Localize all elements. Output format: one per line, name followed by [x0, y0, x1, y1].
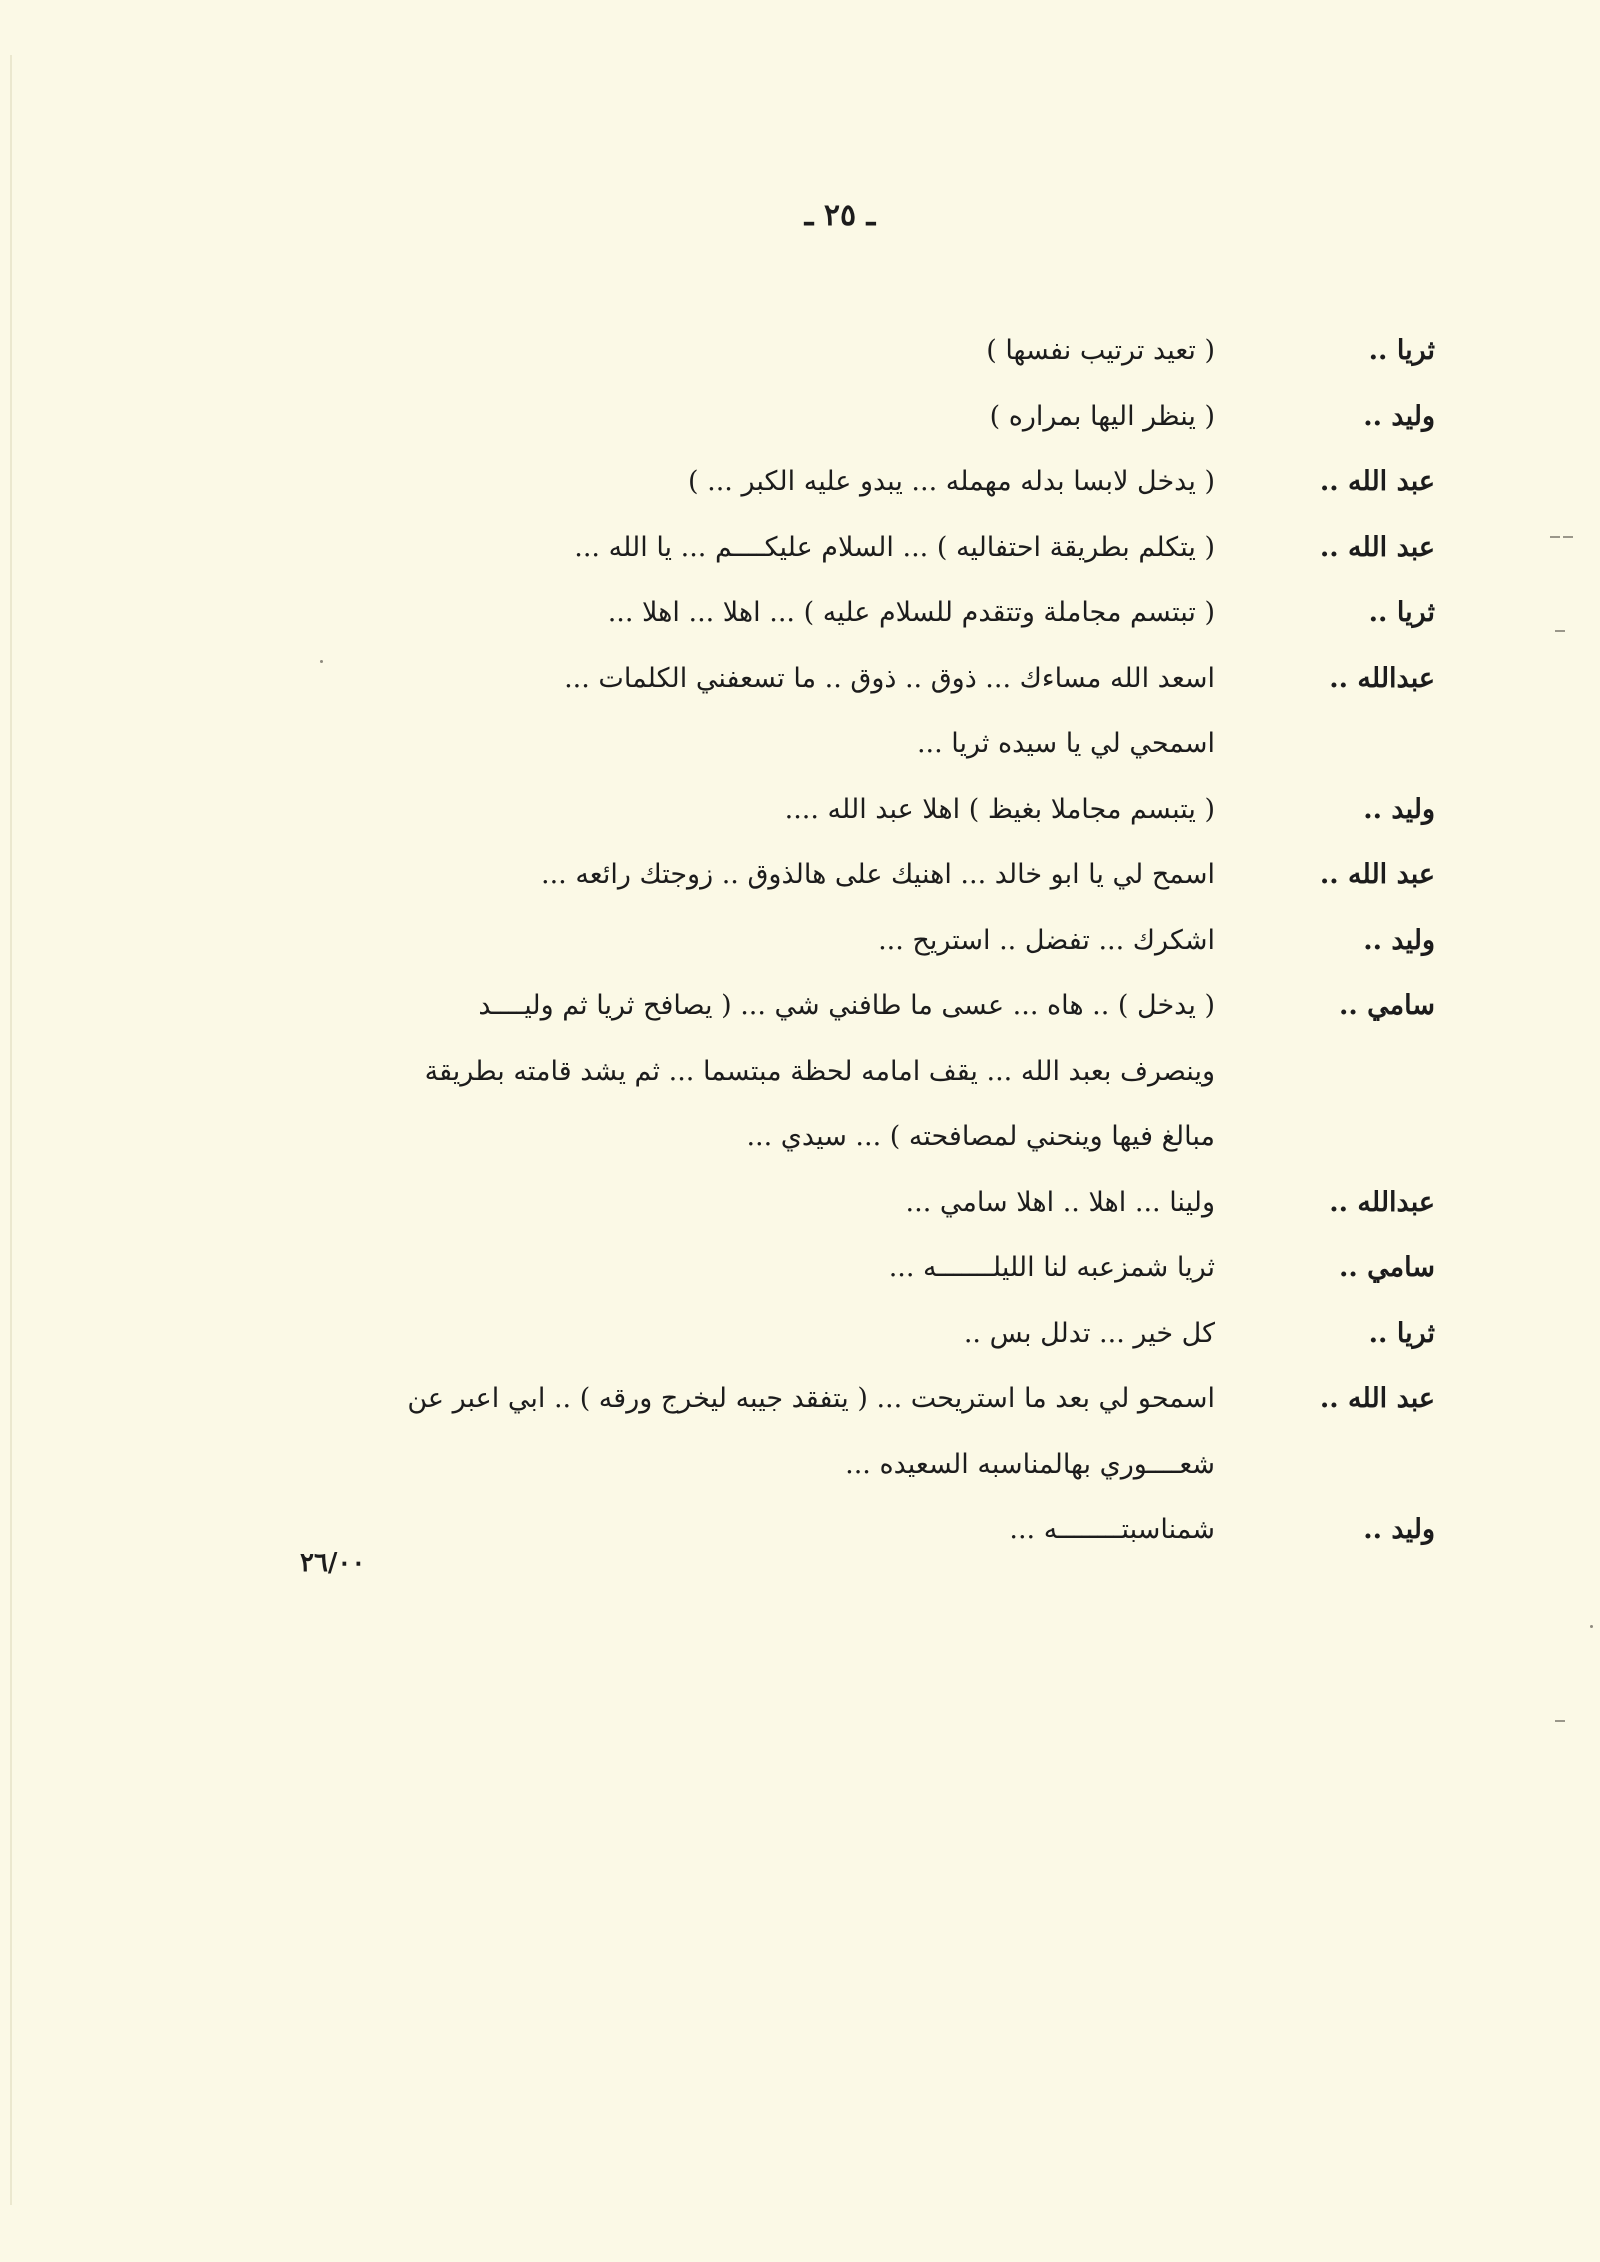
dialogue-line	[215, 580, 1455, 646]
dialogue-text: ( يتكلم بطريقة احتفاليه ) ... السلام عليكــــم ... يا الله ...	[574, 531, 1215, 563]
dialogue-line	[215, 777, 1455, 843]
dialogue-line	[215, 1432, 1455, 1498]
page-number: ـ ٢٥ ـ	[804, 198, 876, 233]
margin-dot	[320, 660, 323, 663]
dialogue-text: اسمحي لي يا سيده ثريا ...	[916, 728, 1215, 760]
dialogue-line	[215, 711, 1455, 777]
speaker-name: عبدالله ..	[1329, 662, 1435, 694]
dialogue-line	[215, 1301, 1455, 1367]
dialogue-text: ثريا شمزعبه لنا الليلـــــــه ...	[888, 1252, 1215, 1284]
dialogue-text: اشكرك ... تفضل .. استريح ...	[878, 924, 1215, 956]
dialogue-text: ( ينظر اليها بمراره )	[989, 400, 1215, 432]
dialogue-text: اسمحو لي بعد ما استريحت ... ( يتفقد جيبه ليخرج ورقه ) .. ابي اعبر عن	[407, 1383, 1215, 1415]
dialogue-line	[215, 1170, 1455, 1236]
speaker-name: عبد الله ..	[1319, 466, 1435, 498]
speaker-name: ثريا ..	[1368, 597, 1435, 629]
dialogue-line	[215, 1366, 1455, 1432]
speaker-name: عبد الله ..	[1319, 859, 1435, 891]
dialogue-text: ( تبتسم مجاملة وتتقدم للسلام عليه ) ... اهلا ... اهلا ...	[607, 597, 1215, 629]
dialogue-text: اسمح لي يا ابو خالد ... اهنيك على هالذوق .. زوجتك رائعه ...	[541, 859, 1215, 891]
dialogue-line	[215, 973, 1455, 1039]
dialogue-text: كل خير ... تدلل بس ..	[963, 1317, 1215, 1349]
dialogue-line	[215, 1497, 1455, 1563]
dialogue-text: ( يدخل ) .. هاه ... عسى ما طافني شي ... ( يصافح ثريا ثم وليــــد	[478, 990, 1215, 1022]
speaker-name: وليد ..	[1363, 1514, 1435, 1546]
dialogue-text: ولينا ... اهلا .. اهلا سامي ...	[905, 1186, 1215, 1218]
speaker-name: عبدالله ..	[1329, 1186, 1435, 1218]
margin-mark	[1555, 1720, 1565, 1722]
dialogue-text: اسعد الله مساءك ... ذوق .. ذوق .. ما تسعفني الكلمات ...	[564, 662, 1215, 694]
speaker-name: وليد ..	[1363, 924, 1435, 956]
dialogue-line	[215, 515, 1455, 581]
margin-mark	[1563, 536, 1573, 538]
speaker-name: سامي ..	[1338, 1252, 1435, 1284]
dialogue-text: ( يتبسم مجاملا بغيظ ) اهلا عبد الله ....	[784, 793, 1215, 825]
speaker-name: عبد الله ..	[1319, 531, 1435, 563]
dialogue-line	[215, 1039, 1455, 1105]
margin-mark	[1555, 630, 1565, 632]
dialogue-line	[215, 1104, 1455, 1170]
dialogue-line	[215, 318, 1455, 384]
dialogue-text: ( يدخل لابسا بدله مهمله ... يبدو عليه الكبر ... )	[688, 466, 1215, 498]
dialogue-text: ( تعيد ترتيب نفسها )	[986, 335, 1215, 367]
speaker-name: سامي ..	[1338, 990, 1435, 1022]
speaker-name: ثريا ..	[1368, 1317, 1435, 1349]
dialogue-text: شعــــوري بهالمناسبه السعيده ...	[845, 1448, 1215, 1480]
speaker-name: عبد الله ..	[1319, 1383, 1435, 1415]
speaker-name: وليد ..	[1363, 400, 1435, 432]
dialogue-text: وينصرف بعبد الله ... يقف امامه لحظة مبتسما ... ثم يشد قامته بطريقة	[424, 1055, 1215, 1087]
margin-dot	[1590, 1625, 1593, 1628]
dialogue-line	[215, 384, 1455, 450]
speaker-name: ثريا ..	[1368, 335, 1435, 367]
speaker-name: وليد ..	[1363, 793, 1435, 825]
continuation-reference: ٢٦/٠٠	[300, 1548, 366, 1578]
script-body	[215, 318, 1455, 1563]
page-edge-line	[10, 55, 12, 2205]
dialogue-line	[215, 842, 1455, 908]
dialogue-line	[215, 908, 1455, 974]
dialogue-line	[215, 646, 1455, 712]
dialogue-text: شمناسبتــــــــه ...	[1009, 1514, 1215, 1546]
dialogue-text: مبالغ فيها وينحني لمصافحته ) ... سيدي ...	[746, 1121, 1215, 1153]
dialogue-line	[215, 449, 1455, 515]
dialogue-line	[215, 1235, 1455, 1301]
margin-mark	[1550, 536, 1560, 538]
